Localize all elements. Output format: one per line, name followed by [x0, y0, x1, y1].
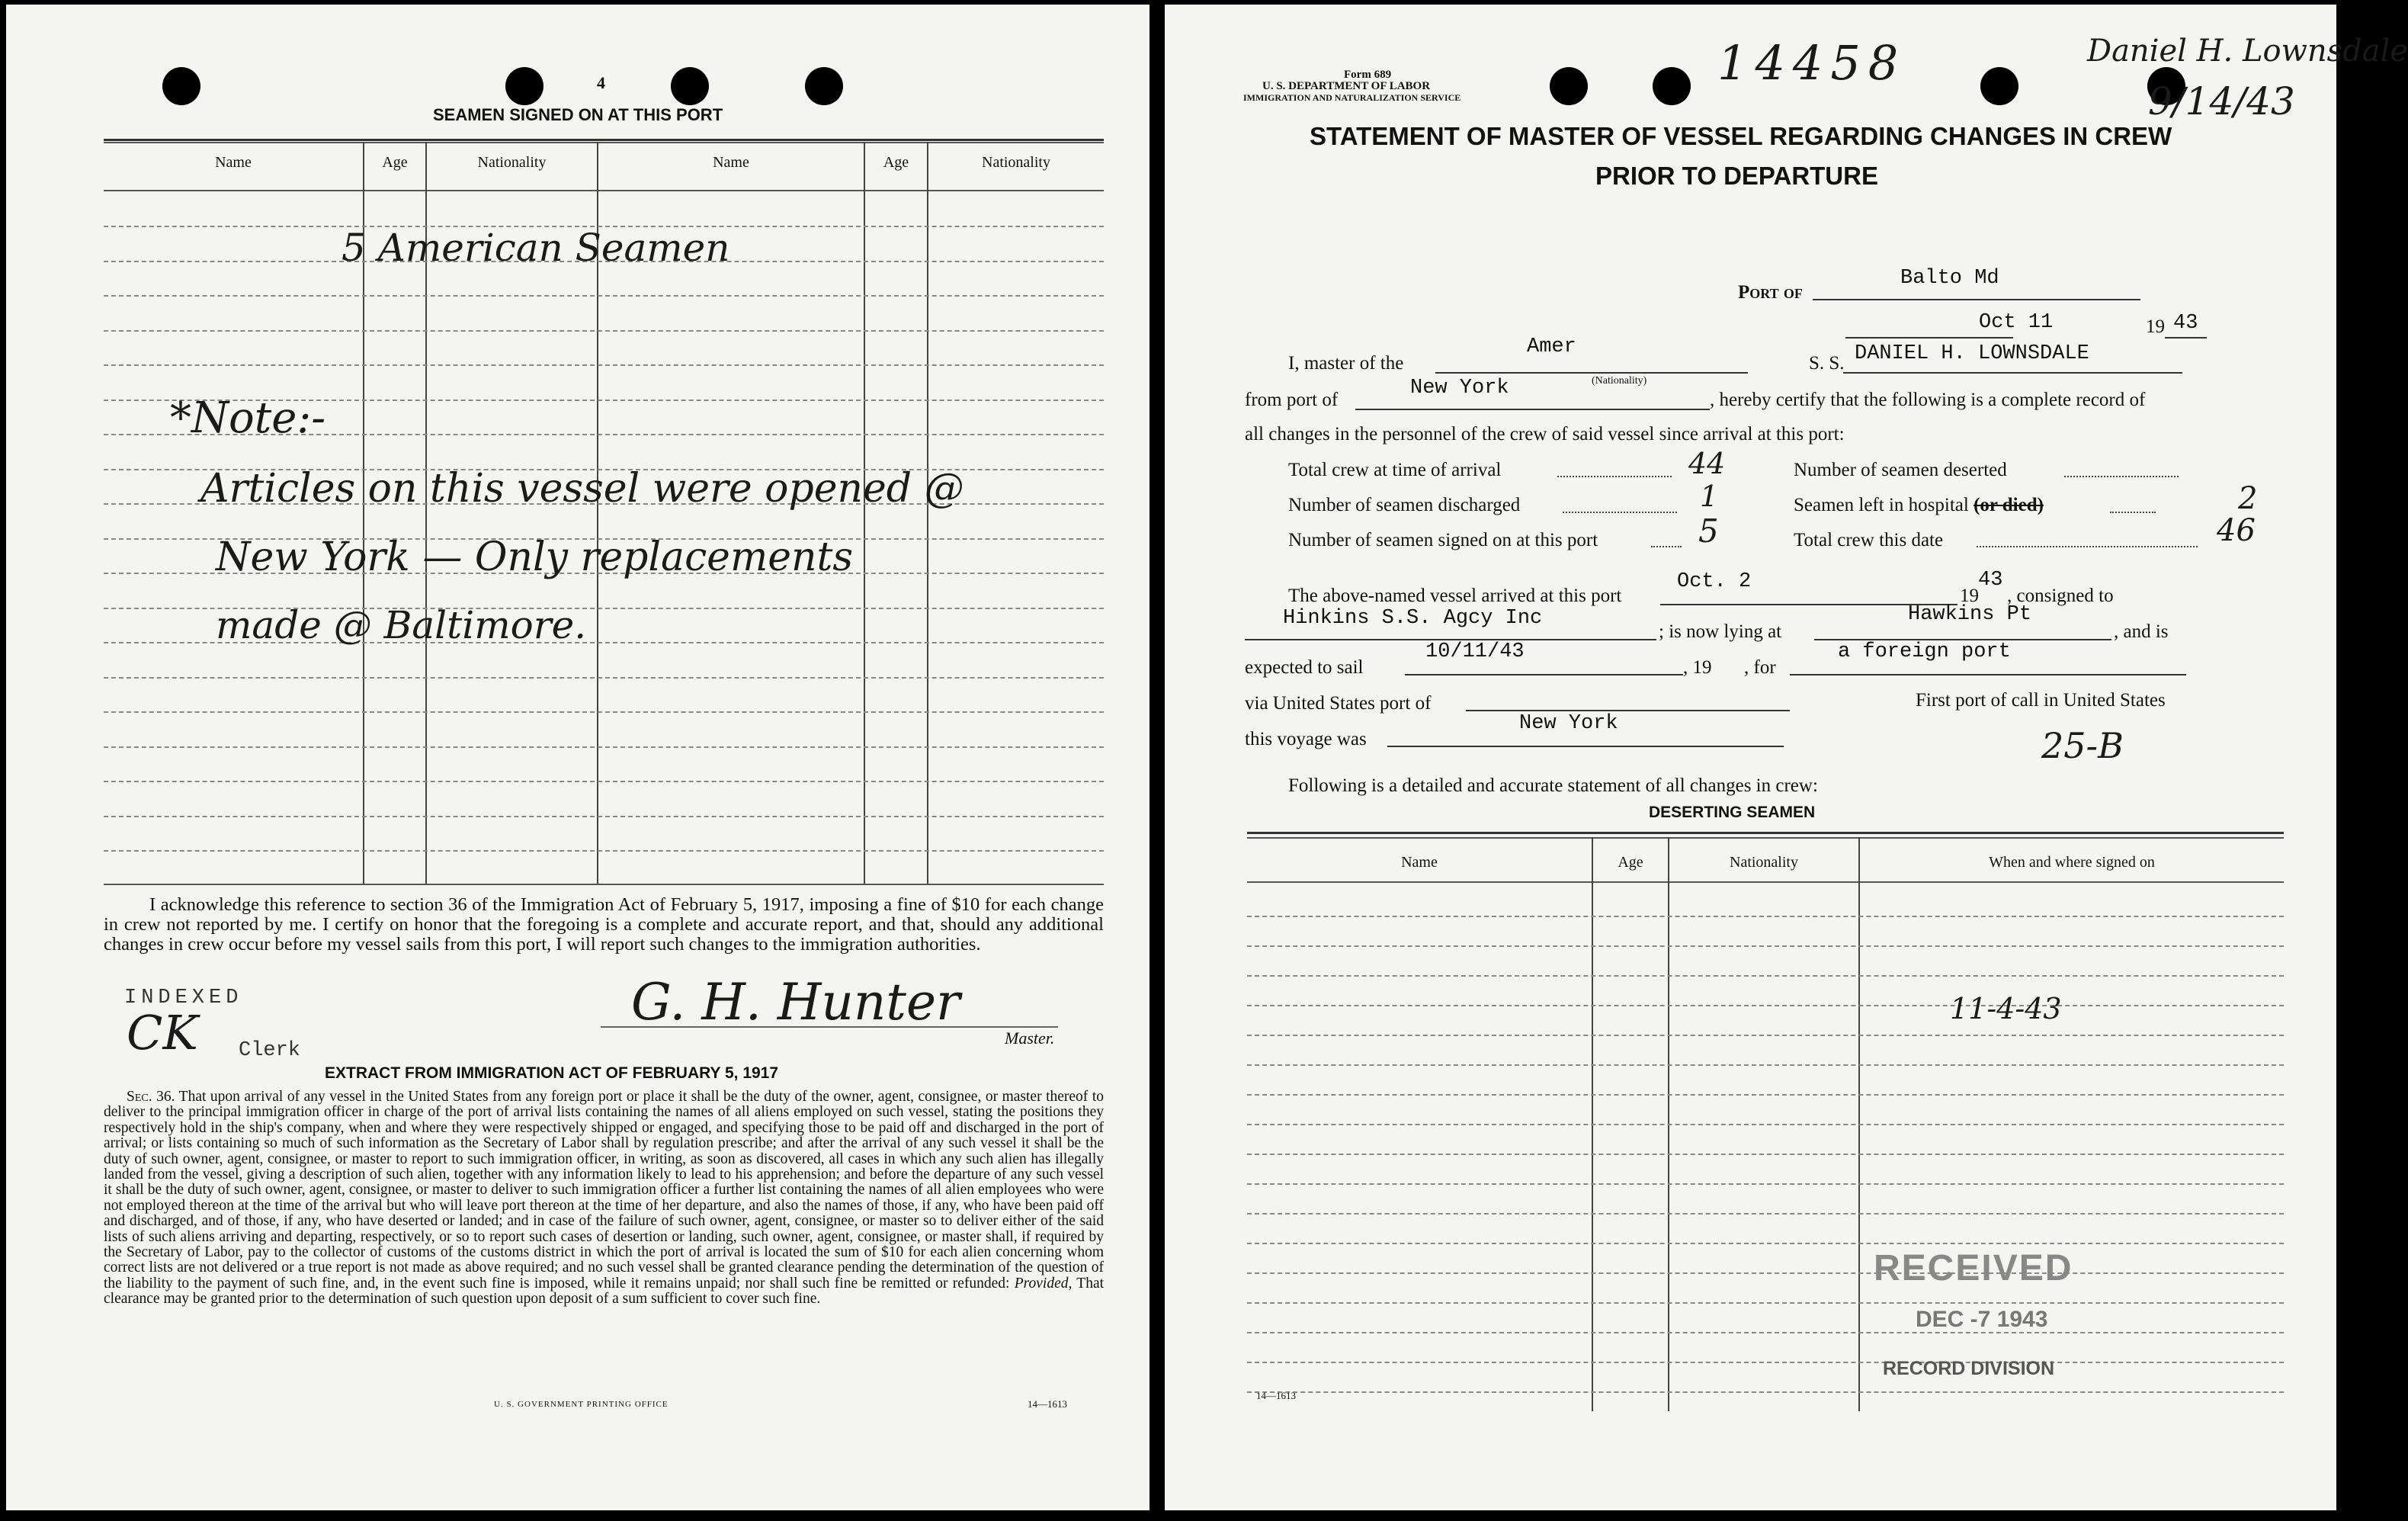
total-arrival-value: 44	[1688, 447, 1726, 480]
clerk-label: Clerk	[239, 1039, 301, 1062]
printing-office: U. S. GOVERNMENT PRINTING OFFICE	[494, 1400, 669, 1409]
via-label: via United States port of	[1245, 693, 1432, 714]
handwritten-note: Articles on this vessel were opened @	[200, 466, 964, 512]
punch-hole	[1653, 67, 1691, 105]
total-date-value: 46	[2217, 513, 2256, 548]
table-row-rule	[104, 746, 1104, 748]
deserted-label: Number of seamen deserted	[1794, 460, 2007, 480]
expected-year: , 19	[1683, 657, 1712, 678]
ship-name: DANIEL H. LOWNSDALE	[1855, 342, 2089, 365]
table-row-rule	[104, 711, 1104, 713]
table-row-rule	[104, 364, 1104, 366]
table-row-rule	[1247, 1124, 2284, 1125]
clerk-initials: CK	[127, 1005, 198, 1061]
col-age: Age	[1618, 854, 1643, 871]
punch-hole	[805, 67, 843, 105]
form-title: PRIOR TO DEPARTURE	[1595, 162, 1878, 190]
table-row-rule	[1247, 945, 2284, 947]
handwritten-mark: 25-B	[2041, 725, 2124, 766]
handwritten-note: made @ Baltimore.	[216, 603, 587, 647]
col-name: Name	[713, 154, 749, 171]
col-age: Age	[883, 154, 909, 171]
table-row-rule	[1247, 1391, 2284, 1393]
consigned-label: , consigned to	[2007, 586, 2114, 606]
ss-label: S. S.	[1809, 353, 1845, 374]
table-row-rule	[104, 295, 1104, 297]
table-row-rule	[1247, 1064, 2284, 1066]
table-row-rule	[1247, 916, 2284, 917]
lying-value: Hawkins Pt	[1908, 603, 2032, 626]
from-port-label: from port of	[1245, 390, 1339, 410]
table-row-rule	[1247, 1094, 2284, 1096]
handwritten-note: 5 American Seamen	[341, 226, 730, 270]
col-nationality: Nationality	[982, 154, 1050, 171]
hospital-struck: (or died)	[1974, 495, 2044, 515]
port-of-label: Port of	[1738, 282, 1803, 303]
handwritten-ship-name: Daniel H. Lownsdale	[2087, 34, 2408, 69]
table-row-rule	[1247, 1035, 2284, 1036]
signed-on-label: Number of seamen signed on at this port	[1288, 530, 1598, 550]
expected-label: expected to sail	[1245, 657, 1364, 678]
master-of-label: I, master of the	[1288, 353, 1404, 374]
handwritten-note: *Note:-	[170, 393, 326, 443]
arrived-year-prefix: 19	[1960, 586, 1979, 606]
table-row-rule	[104, 816, 1104, 817]
service-name: IMMIGRATION AND NATURALIZATION SERVICE	[1243, 92, 1461, 103]
handwritten-file-number: 14458	[1717, 35, 1906, 91]
table-row-rule	[1247, 1213, 2284, 1215]
punch-hole	[1550, 67, 1588, 105]
acknowledgement-text: I acknowledge this reference to section 36 of the Immigration Act of February 5, 1917, imposing a fine of $10 for each change in crew not reported by me. I certify on honor that the foregoing is a complete and accurate report, and that, should any additional changes in crew occur before my vessel sails from this port, I will report such changes to the immigration authorities.	[104, 894, 1104, 955]
form-code: 14—1613	[1028, 1398, 1067, 1410]
arrived-label: The above-named vessel arrived at this port	[1288, 586, 1622, 606]
hospital-label-text: Seamen left in hospital	[1794, 495, 1969, 515]
table-row-rule	[1247, 1183, 2284, 1185]
punch-hole	[671, 67, 709, 105]
sec-label: Sec. 36.	[127, 1089, 175, 1105]
col-name: Name	[1401, 854, 1438, 871]
consignee-value: Hinkins S.S. Agcy Inc	[1283, 607, 1543, 630]
section-title: SEAMEN SIGNED ON AT THIS PORT	[433, 105, 723, 124]
table-row-rule	[1247, 1005, 2284, 1006]
col-nationality: Nationality	[1730, 854, 1798, 871]
expected-value: 10/11/43	[1425, 640, 1525, 663]
extract-title: EXTRACT FROM IMMIGRATION ACT OF FEBRUARY 5, 1917	[325, 1064, 779, 1082]
table-row-rule	[1247, 975, 2284, 977]
sec-body: That upon arrival of any vessel in the United States from any foreign port or place it shall be the duty of the owner, agent, consignee, or master thereof to deliver to the principal immigration officer in charge of the port of arrival lists containing the names of all aliens employed on such vessel, stating the positions they respectively hold in the ship's company, when and where they were respectively shipped or engaged, and specifying those to be paid off and discharged in the port of arrival; or lists containing so much of such information as the Secretary of Labor shall by regulation prescribe; and after the arrival of any such vessel it shall be the duty of such owner, agent, consignee, or master to report to such immigration officer, in writing, as soon as discovered, all cases in which any such alien has illegally landed from the vessel, giving a description of such alien, together with any information likely to lead to his apprehension; and before the departure of any such vessel it shall be the duty of such owner, agent, consignee, or master to deliver to such immigration officer a further list containing the names of all alien employees who were not employed thereon at the time of the arrival but who will leave port thereon at the time of her departure, and also the names of those, if any, who have been paid off and discharged, and of those, if any, who have deserted or landed; and in case of the failure of such owner, agent, consignee, or master so to deliver either of the said lists of such aliens arriving and departing, respectively, or so to report such cases of desertion or landing, such owner, agent, consignee, or master shall, if required by the Secretary of Labor, pay to the collector of customs of the customs district in which the port of arrival is located the sum of $10 for each alien concerning whom correct lists are not delivered or a true report is not made as above required; and no such vessel shall be granted clearance pending the determination of the question of the liability to the payment of such fine, and, in the event such fine is imposed, while it remains unpaid; nor shall such fine be remitted or refunded:	[104, 1089, 1104, 1292]
table-row-rule	[1247, 1362, 2284, 1363]
form-title: STATEMENT OF MASTER OF VESSEL REGARDING CHANGES IN CREW	[1310, 122, 2172, 150]
table-row-rule	[104, 677, 1104, 679]
port-of-value: Balto Md	[1900, 267, 1999, 290]
table-row-rule	[104, 330, 1104, 332]
col-name: Name	[215, 154, 252, 171]
nationality-value: Amer	[1527, 335, 1576, 358]
first-port-label: First port of call in United States	[1916, 690, 2166, 711]
form-page-right	[1165, 5, 2408, 1510]
certify-text: , hereby certify that the following is a complete record of	[1710, 390, 2146, 410]
table-row-rule	[1247, 1302, 2284, 1304]
col-nationality: Nationality	[477, 154, 547, 171]
form-page-left	[6, 5, 1149, 1510]
indexed-stamp: INDEXED	[124, 987, 243, 1009]
hospital-label	[1794, 495, 2044, 516]
section-36-text	[104, 1089, 1104, 1308]
table-row-rule	[1247, 1243, 2284, 1244]
handwritten-date: 9/14/43	[2148, 79, 2295, 124]
col-when-where: When and where signed on	[1989, 854, 2155, 871]
lying-label: ; is now lying at	[1659, 621, 1782, 642]
handwritten-date: 11-4-43	[1950, 992, 2062, 1025]
form-number: Form 689	[1344, 69, 1392, 81]
deserting-title: DESERTING SEAMEN	[1649, 804, 1816, 821]
total-arrival-label: Total crew at time of arrival	[1288, 460, 1502, 480]
this-voyage-value: New York	[1519, 712, 1618, 735]
this-voyage-label: this voyage was	[1245, 729, 1367, 749]
punch-hole	[162, 67, 200, 105]
following-text: Following is a detailed and accurate statement of all changes in crew:	[1288, 775, 1818, 796]
table-row-rule	[1247, 1272, 2284, 1274]
discharged-value: 1	[1700, 480, 1719, 513]
table-row-rule	[104, 781, 1104, 782]
table-row-rule	[104, 850, 1104, 852]
punch-hole	[505, 67, 543, 105]
nationality-hint: (Nationality)	[1592, 375, 1647, 387]
master-signature: G. H. Hunter	[631, 973, 960, 1032]
received-stamp: RECEIVED	[1874, 1248, 2073, 1288]
for-label: , for	[1744, 657, 1776, 678]
year-prefix: 19	[2146, 316, 2165, 337]
sec-end: That clearance may be granted prior to the determination of such question upon deposit of a sum sufficient to cover such fine.	[104, 1275, 1105, 1308]
department: U. S. DEPARTMENT OF LABOR	[1262, 80, 1431, 92]
arrived-value: Oct. 2	[1677, 570, 1752, 593]
total-date-label: Total crew this date	[1794, 530, 1944, 550]
signed-on-value: 5	[1698, 512, 1719, 550]
punch-hole	[1980, 67, 2018, 105]
and-is-text: , and is	[2114, 621, 2169, 642]
received-date-stamp: DEC -7 1943	[1916, 1307, 2048, 1332]
table-row-rule	[1247, 1154, 2284, 1155]
record-division-stamp: RECORD DIVISION	[1883, 1358, 2055, 1379]
all-changes-text: all changes in the personnel of the crew of said vessel since arrival at this port:	[1245, 424, 1845, 444]
arrived-year: 43	[1978, 569, 2003, 592]
footer-code: 14—1613	[1256, 1390, 1296, 1401]
hospital-value: 2	[2238, 481, 2258, 516]
for-value: a foreign port	[1838, 640, 2011, 663]
master-label: Master.	[1005, 1028, 1055, 1048]
from-port-value: New York	[1410, 377, 1509, 400]
page-number: 4	[597, 73, 605, 92]
col-age: Age	[382, 154, 408, 171]
handwritten-note: New York — Only replacements	[216, 534, 854, 580]
table-row-rule	[1247, 1332, 2284, 1333]
year-value: 43	[2173, 312, 2198, 335]
discharged-label: Number of seamen discharged	[1288, 495, 1521, 515]
sec-provided: Provided,	[1014, 1275, 1073, 1292]
date-value: Oct 11	[1979, 311, 2054, 334]
